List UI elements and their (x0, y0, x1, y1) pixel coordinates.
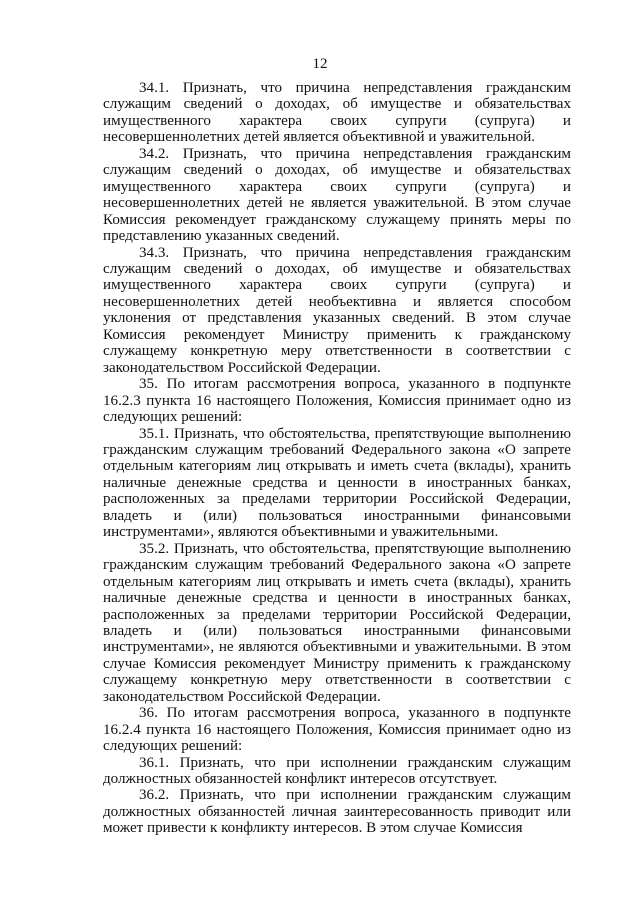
page-number: 12 (312, 56, 328, 72)
document-body (103, 80, 571, 837)
paragraph-35: 35. По итогам рассмотрения вопроса, указанного в подпункте 16.2.3 пункта 16 настоящего Положения, Комиссия принимает одно из следующих решений: (103, 376, 571, 426)
paragraph-35-1: 35.1. Признать, что обстоятельства, препятствующие выполнению гражданским служащим требований Федерального закона «О запрете отдельным категориям лиц открывать и иметь счета (вклады), хранить наличные денежные средства и ценности в иностранных банках, расположенных за пределами территории Российской Федерации, владеть и (или) пользоваться иностранными финансовыми инструментами», являются объективными и уважительными. (103, 425, 571, 541)
paragraph-34-3: 34.3. Признать, что причина непредставления гражданским служащим сведений о доходах, об имуществе и обязательствах имущественного характера своих супруги (супруга) и несовершеннолетних детей необъективна и является способом уклонения от представления указанных сведений. В этом случае Комиссия рекомендует Министру применить к гражданскому служащему конкретную меру ответственности в соответствии с законодательством Российской Федерации. (103, 244, 571, 376)
paragraph-36-2: 36.2. Признать, что при исполнении гражданским служащим должностных обязанностей личная заинтересованность приводит или может привести к конфликту интересов. В этом случае Комиссия (103, 787, 571, 837)
paragraph-36: 36. По итогам рассмотрения вопроса, указанного в подпункте 16.2.4 пункта 16 настоящего Положения, Комиссия принимает одно из следующих решений: (103, 705, 571, 755)
paragraph-34-2: 34.2. Признать, что причина непредставления гражданским служащим сведений о доходах, об имуществе и обязательствах имущественного характера своих супруги (супруга) и несовершеннолетних детей не является уважительной. В этом случае Комиссия рекомендует гражданскому служащему принять меры по представлению указанных сведений. (103, 145, 571, 245)
paragraph-35-2: 35.2. Признать, что обстоятельства, препятствующие выполнению гражданским служащим требований Федерального закона «О запрете отдельным категориям лиц открывать и иметь счета (вклады), хранить наличные денежные средства и ценности в иностранных банках, расположенных за пределами территории Российской Федерации, владеть и (или) пользоваться иностранными финансовыми инструментами», не являются объективными и уважительными. В этом случае Комиссия рекомендует Министру применить к гражданскому служащему конкретную меру ответственности в соответствии с законодательством Российской Федерации. (103, 540, 571, 705)
paragraph-36-1: 36.1. Признать, что при исполнении гражданским служащим должностных обязанностей конфликт интересов отсутствует. (103, 754, 571, 788)
paragraph-34-1: 34.1. Признать, что причина непредставления гражданским служащим сведений о доходах, об имуществе и обязательствах имущественного характера своих супруги (супруга) и несовершеннолетних детей является объективной и уважительной. (103, 80, 571, 146)
